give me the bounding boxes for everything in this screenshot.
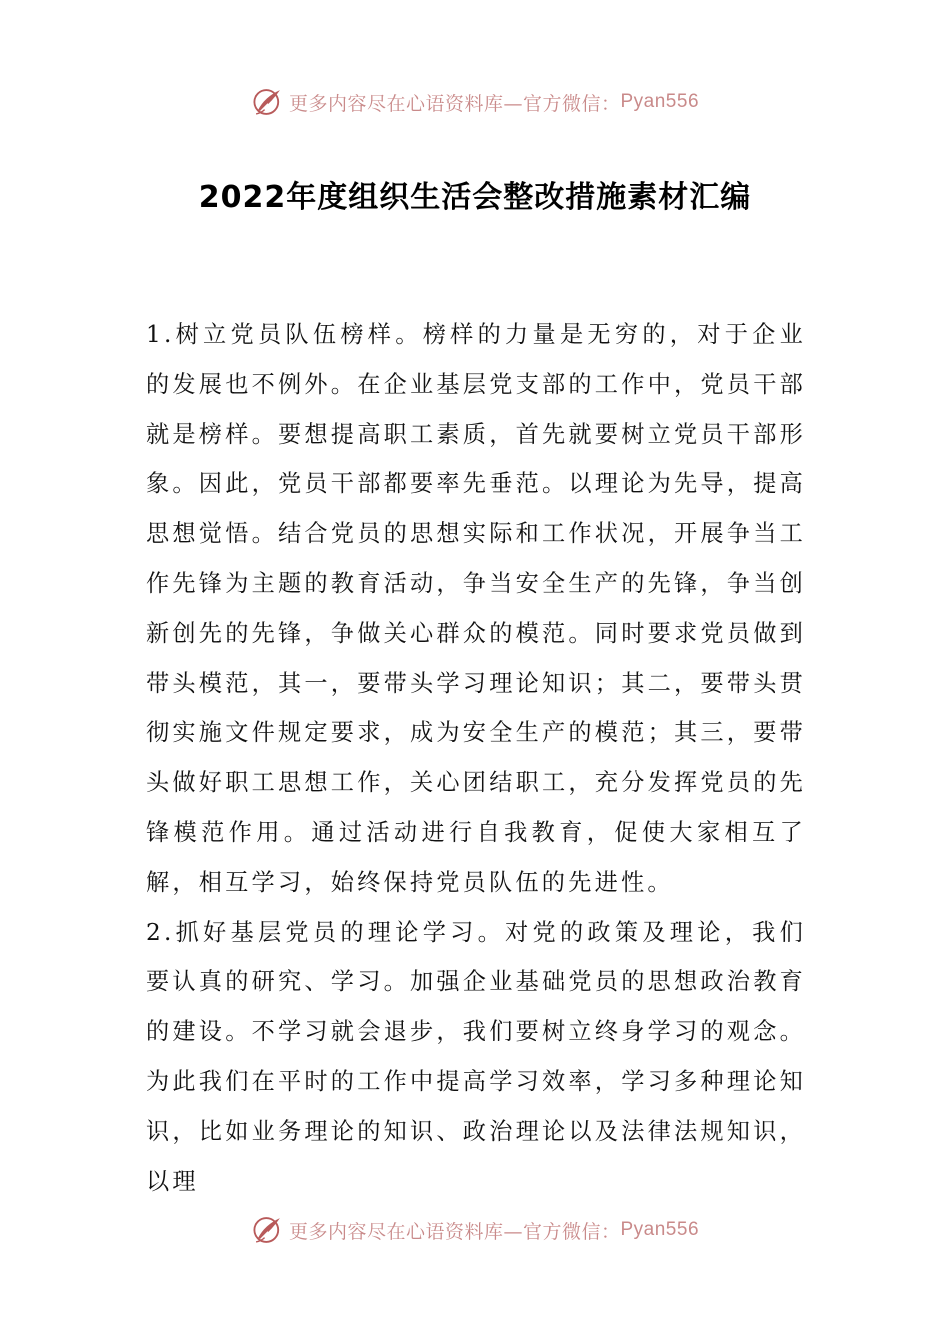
paragraph-1: 1.树立党员队伍榜样。榜样的力量是无穷的，对于企业的发展也不例外。在企业基层党支部的工作中，党员干部就是榜样。要想提高职工素质，首先就要树立党员干部形象。因此，党员干部都要率先垂范。以理论为先导，提高思想觉悟。结合党员的思想实际和工作状况，开展争当工作先锋为主题的教育活动，争当安全生产的先锋，争当创新创先的先锋，争做关心群众的模范。同时要求党员做到带头模范，其一，要带头学习理论知识；其二，要带头贯彻实施文件规定要求，成为安全生产的模范；其三，要带头做好职工思想工作，关心团结职工，充分发挥党员的先锋模范作用。通过活动进行自我教育，促使大家相互了解，相互学习，始终保持党员队伍的先进性。	[146, 321, 806, 896]
watermark-footer	[0, 1210, 950, 1250]
watermark-text: 更多内容尽在心语资料库—官方微信：	[288, 1220, 621, 1243]
watermark-header	[0, 82, 950, 122]
watermark-text: 更多内容尽在心语资料库—官方微信：	[288, 92, 621, 115]
document-body	[146, 310, 806, 1206]
pen-logo-icon	[251, 85, 285, 119]
watermark-account: Pyan556	[620, 91, 700, 112]
pen-logo-icon	[251, 1213, 285, 1247]
paragraph-2: 2.抓好基层党员的理论学习。对党的政策及理论，我们要认真的研究、学习。加强企业基础党员的思想政治教育的建设。不学习就会退步，我们要树立终身学习的观念。为此我们在平时的工作中提高学习效率，学习多种理论知识，比如业务理论的知识、政治理论以及法律法规知识，以理	[146, 918, 806, 1195]
document-title: 2022年度组织生活会整改措施素材汇编	[198, 180, 752, 215]
watermark-account: Pyan556	[620, 1219, 700, 1240]
